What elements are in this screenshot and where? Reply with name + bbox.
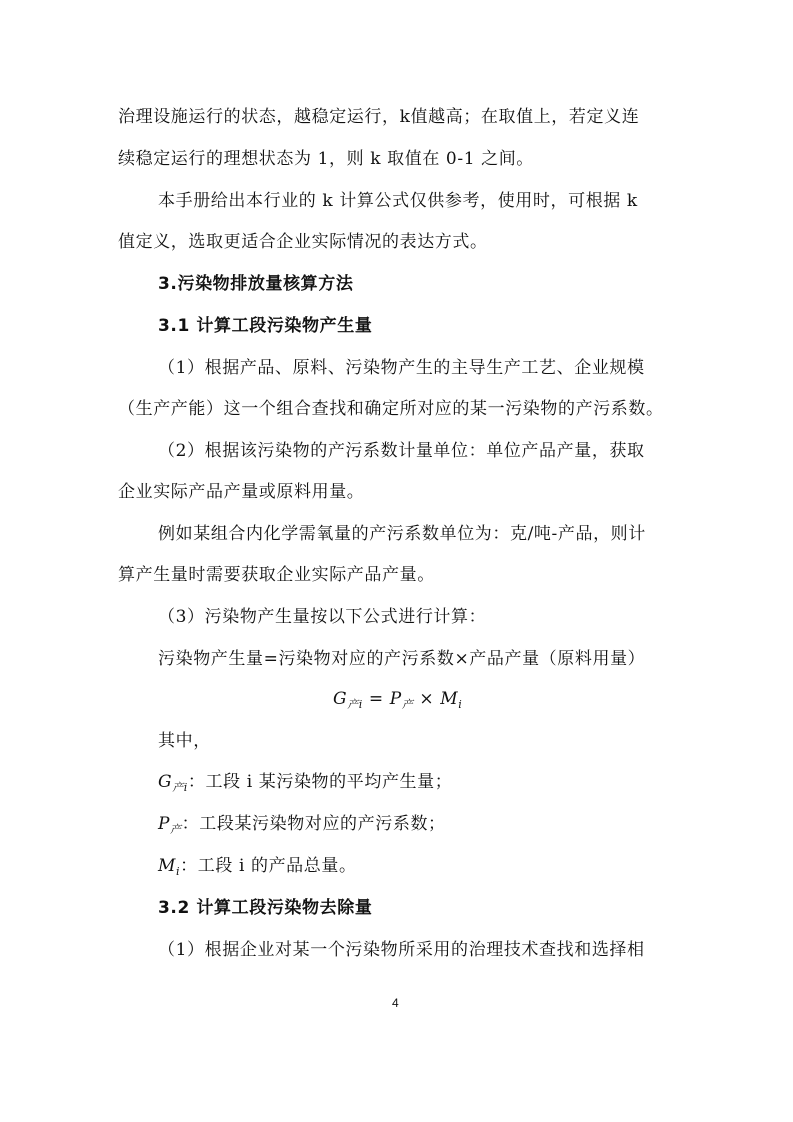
section-heading-3-2: 3.2 计算工段污染物去除量: [158, 898, 373, 918]
def-symbol: M: [158, 856, 177, 876]
definition-g: [158, 771, 452, 799]
paragraph-line: （1）根据企业对某一个污染物所采用的治理技术查找和选择相: [158, 940, 645, 960]
formula: [333, 688, 462, 716]
text-line-2: 续稳定运行的理想状态为 1，则 k 取值在 0-1 之间。: [118, 149, 534, 169]
paragraph-line: （2）根据该污染物的产污系数计量单位：单位产品产量，获取: [158, 441, 645, 461]
section-heading-3: 3.污染物排放量核算方法: [158, 274, 354, 294]
paragraph-line: 例如某组合内化学需氧量的产污系数单位为：克/吨-产品，则计: [158, 524, 646, 544]
formula-times: ×: [413, 689, 441, 709]
def-symbol: G: [158, 772, 173, 792]
page-number: 4: [392, 996, 399, 1010]
section-heading-3-1: 3.1 计算工段污染物产生量: [158, 316, 373, 336]
paragraph-line: （1）根据产品、原料、污染物产生的主导生产工艺、企业规模: [158, 358, 645, 378]
paragraph-line: （生产产能）这一个组合查找和确定所对应的某一污染物的产污系数。: [118, 399, 664, 419]
paragraph-line: （3）污染物产生量按以下公式进行计算：: [158, 607, 487, 627]
paragraph-line: 企业实际产品产量或原料用量。: [118, 482, 365, 502]
text-line-1: 治理设施运行的状态，越稳定运行，k值越高；在取值上，若定义连: [118, 107, 640, 127]
where-label: 其中，: [158, 731, 211, 751]
def-symbol-sub: i: [176, 865, 181, 878]
def-text: ：工段 i 的产品总量。: [180, 856, 357, 876]
def-text: ：工段 i 某污染物的平均产生量；: [187, 772, 453, 792]
formula-p: P: [389, 689, 402, 709]
def-symbol-sub: 产: [170, 823, 182, 836]
formula-g: G: [333, 689, 348, 709]
def-symbol: P: [158, 814, 171, 834]
definition-p: [158, 813, 446, 841]
formula-equals: =: [362, 689, 390, 709]
definition-m: [158, 855, 357, 883]
def-symbol-sub: 产i: [172, 781, 188, 794]
text-line-4: 值定义，选取更适合企业实际情况的表达方式。: [118, 232, 488, 252]
formula-g-sub: 产i: [347, 698, 363, 711]
formula-m: M: [440, 689, 459, 709]
formula-p-sub: 产: [401, 698, 414, 711]
formula-m-sub: i: [458, 698, 463, 711]
def-text: ：工段某污染物对应的产污系数；: [181, 814, 446, 834]
text-line-3: 本手册给出本行业的 k 计算公式仅供参考，使用时，可根据 k: [158, 191, 638, 211]
formula-description: 污染物产生量=污染物对应的产污系数×产品产量（原料用量）: [158, 649, 646, 669]
paragraph-line: 算产生量时需要获取企业实际产品产量。: [118, 565, 435, 585]
